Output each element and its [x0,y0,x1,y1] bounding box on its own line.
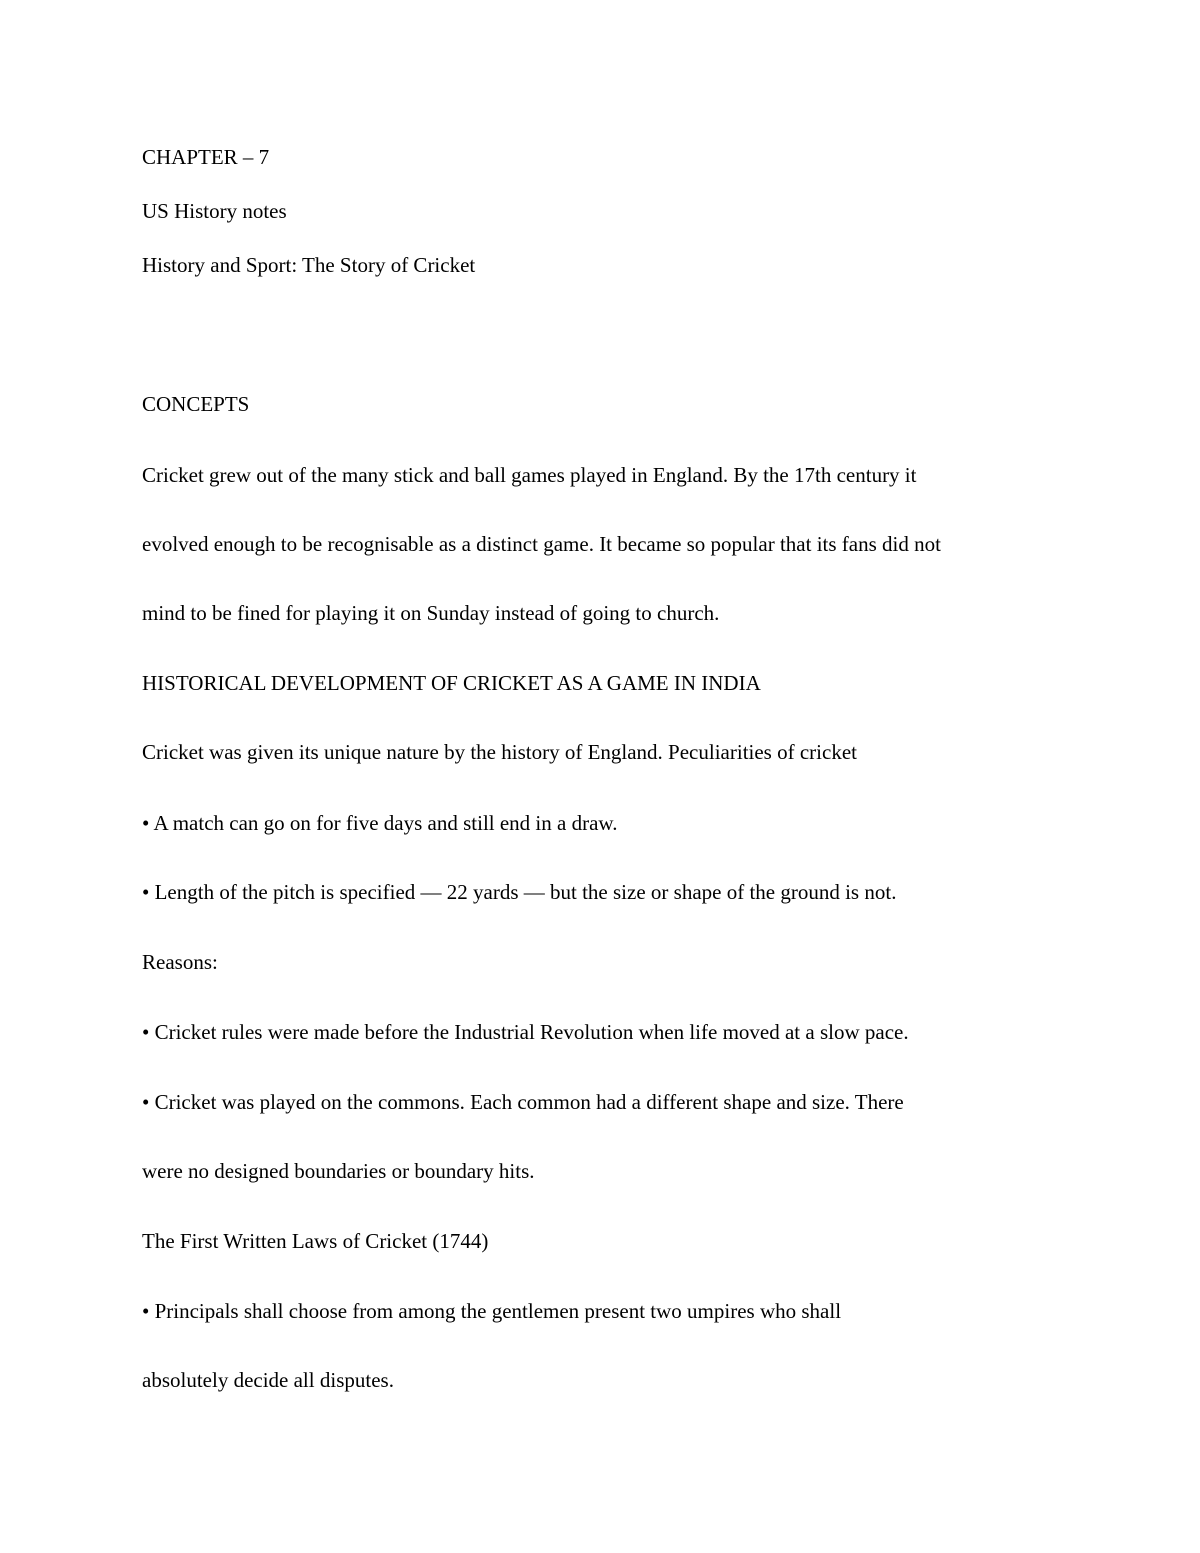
reason-bullet-continuation: were no designed boundaries or boundary hits. [142,1159,535,1183]
peculiarity-bullet: • Length of the pitch is specified — 22 yards — but the size or shape of the ground is not. [142,880,897,904]
reasons-label: Reasons: [142,950,218,974]
law-bullet: • Principals shall choose from among the gentlemen present two umpires who shall [142,1299,842,1323]
chapter-label: CHAPTER – 7 [142,145,270,169]
laws-heading: The First Written Laws of Cricket (1744) [142,1229,489,1253]
concepts-paragraph-line: Cricket grew out of the many stick and ball games played in England. By the 17th century it [142,463,917,487]
subject-label: US History notes [142,199,287,223]
peculiarity-bullet: • A match can go on for five days and still end in a draw. [142,811,618,835]
historical-intro: Cricket was given its unique nature by the history of England. Peculiarities of cricket [142,740,857,764]
concepts-paragraph-line: mind to be fined for playing it on Sunday instead of going to church. [142,601,720,625]
historical-heading: HISTORICAL DEVELOPMENT OF CRICKET AS A GAME IN INDIA [142,671,761,695]
concepts-paragraph-line: evolved enough to be recognisable as a distinct game. It became so popular that its fans did not [142,532,941,556]
concepts-heading: CONCEPTS [142,392,250,416]
reason-bullet: • Cricket rules were made before the Industrial Revolution when life moved at a slow pace. [142,1020,909,1044]
law-bullet-continuation: absolutely decide all disputes. [142,1368,394,1392]
document-title: History and Sport: The Story of Cricket [142,253,476,277]
reason-bullet: • Cricket was played on the commons. Each common had a different shape and size. There [142,1090,904,1114]
